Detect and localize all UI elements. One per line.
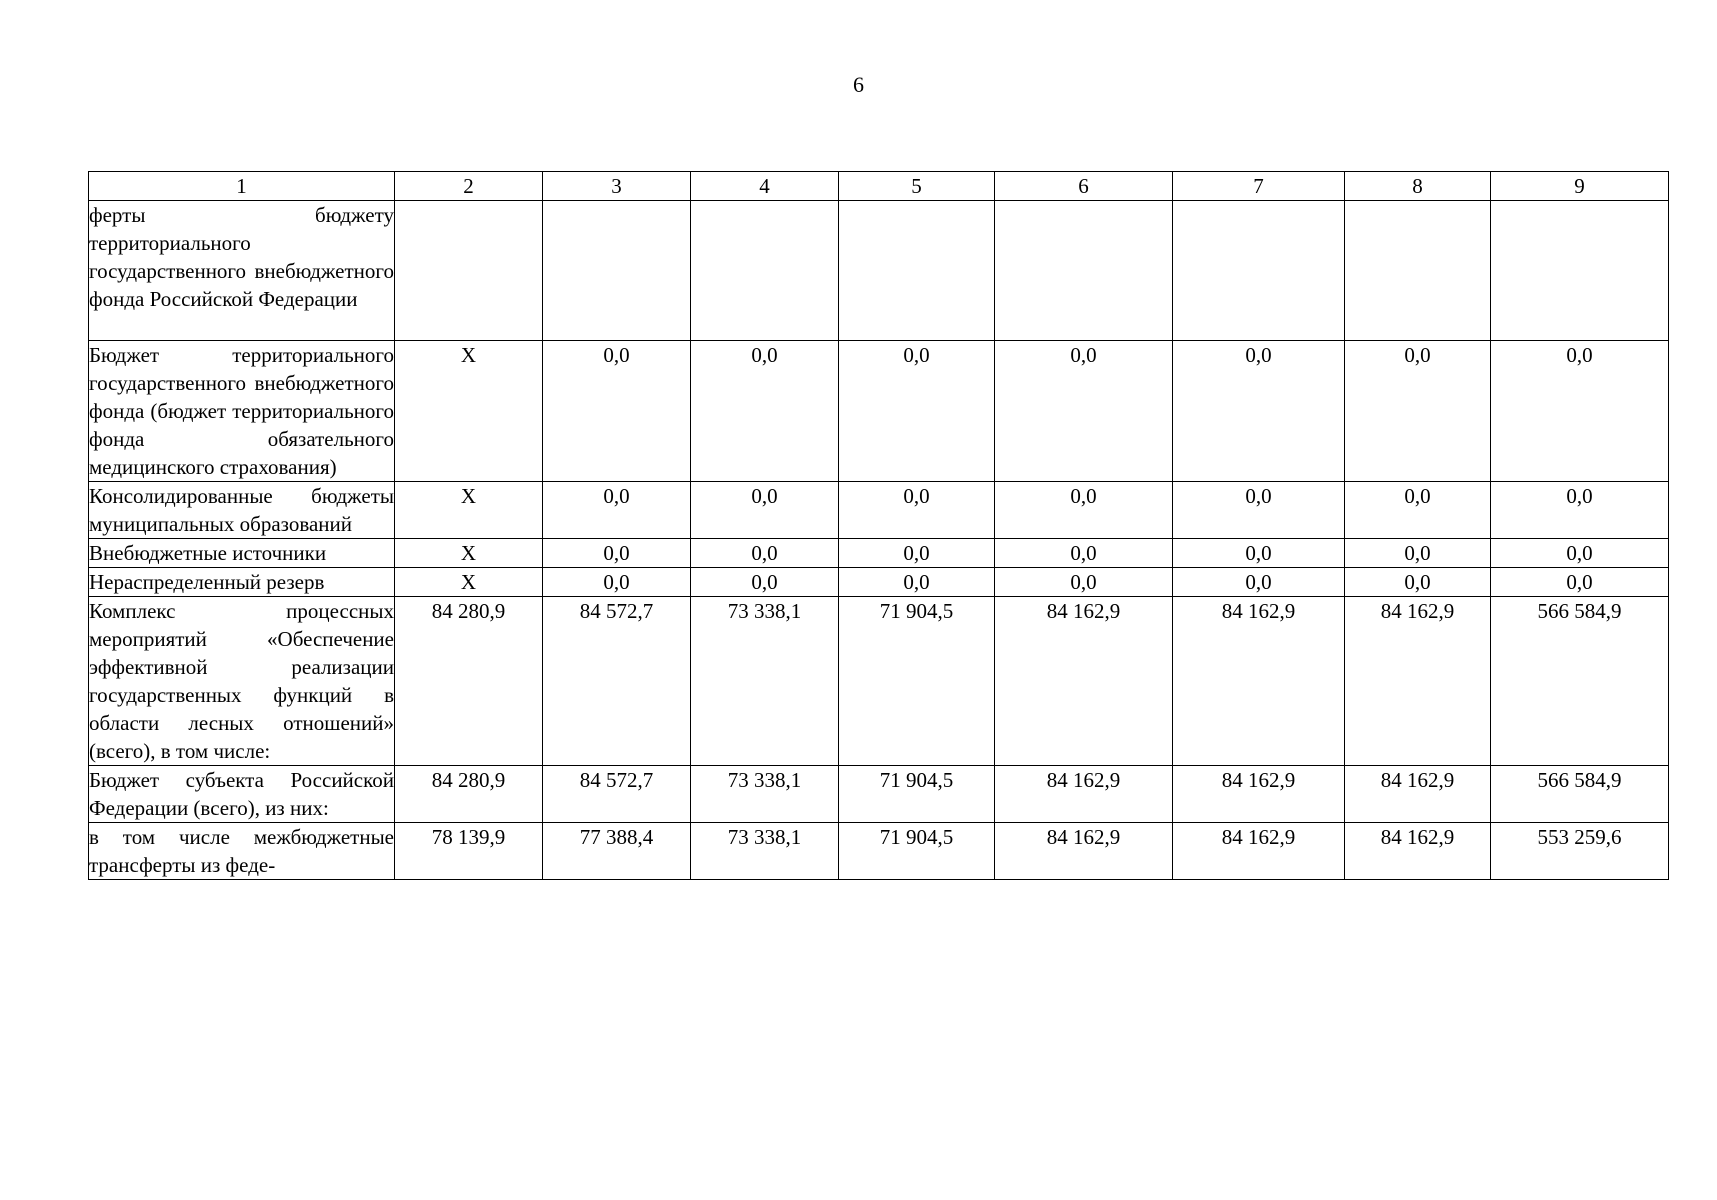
value-cell: 71 904,5 xyxy=(839,597,995,766)
value-cell: 84 280,9 xyxy=(395,597,543,766)
value-cell: X xyxy=(395,482,543,539)
value-cell: 0,0 xyxy=(1173,568,1345,597)
value-cell: 0,0 xyxy=(691,539,839,568)
value-cell: 0,0 xyxy=(995,568,1173,597)
header-cell: 4 xyxy=(691,172,839,201)
value-cell xyxy=(1345,201,1491,341)
value-cell: 84 162,9 xyxy=(1173,823,1345,880)
value-cell: 84 162,9 xyxy=(995,597,1173,766)
value-cell: 0,0 xyxy=(1491,482,1669,539)
value-cell: 84 280,9 xyxy=(395,766,543,823)
value-cell: 0,0 xyxy=(1491,341,1669,482)
value-cell: 0,0 xyxy=(543,482,691,539)
value-cell: 0,0 xyxy=(839,568,995,597)
value-cell: 84 162,9 xyxy=(1345,597,1491,766)
value-cell: 73 338,1 xyxy=(691,766,839,823)
table-row xyxy=(89,766,1669,823)
value-cell: 71 904,5 xyxy=(839,823,995,880)
value-cell: 566 584,9 xyxy=(1491,597,1669,766)
value-cell: 0,0 xyxy=(1345,568,1491,597)
header-cell: 3 xyxy=(543,172,691,201)
value-cell: 0,0 xyxy=(1345,482,1491,539)
row-label: Нераспределенный резерв xyxy=(89,568,395,597)
value-cell: X xyxy=(395,568,543,597)
value-cell xyxy=(1491,201,1669,341)
value-cell: X xyxy=(395,539,543,568)
value-cell: 0,0 xyxy=(995,341,1173,482)
value-cell: 0,0 xyxy=(839,341,995,482)
table-row xyxy=(89,597,1669,766)
value-cell: 0,0 xyxy=(1491,568,1669,597)
value-cell: 0,0 xyxy=(691,341,839,482)
value-cell: 84 162,9 xyxy=(1173,597,1345,766)
value-cell: 0,0 xyxy=(839,482,995,539)
header-cell: 5 xyxy=(839,172,995,201)
value-cell: 84 162,9 xyxy=(1173,766,1345,823)
value-cell: 77 388,4 xyxy=(543,823,691,880)
table-row xyxy=(89,823,1669,880)
value-cell: 73 338,1 xyxy=(691,823,839,880)
value-cell: 566 584,9 xyxy=(1491,766,1669,823)
row-label: в том числе межбюджетные трансферты из феде- xyxy=(89,823,395,880)
row-label: Бюджет субъекта Российской Федерации (всего), из них: xyxy=(89,766,395,823)
header-cell: 1 xyxy=(89,172,395,201)
row-label: Комплекс процессных мероприятий «Обеспечение эффективной реализации государственных функций в области лесных отношений» (всего), в том числе: xyxy=(89,597,395,766)
value-cell: 0,0 xyxy=(1173,482,1345,539)
header-cell: 6 xyxy=(995,172,1173,201)
header-cell: 2 xyxy=(395,172,543,201)
header-cell: 9 xyxy=(1491,172,1669,201)
header-cell: 8 xyxy=(1345,172,1491,201)
table-row xyxy=(89,482,1669,539)
value-cell: 0,0 xyxy=(543,539,691,568)
value-cell: 84 162,9 xyxy=(995,766,1173,823)
value-cell: 0,0 xyxy=(995,539,1173,568)
value-cell: 0,0 xyxy=(543,568,691,597)
row-label: Бюджет территориального государственного внебюджетного фонда (бюджет территориального фонда обязательного медицинского страхования) xyxy=(89,341,395,482)
value-cell: 0,0 xyxy=(543,341,691,482)
row-label: ферты бюджету территориального государственного внебюджетного фонда Российской Федерации xyxy=(89,201,395,341)
value-cell: 0,0 xyxy=(1345,341,1491,482)
value-cell: 0,0 xyxy=(1173,341,1345,482)
header-row xyxy=(89,172,1669,201)
value-cell xyxy=(395,201,543,341)
value-cell: 84 572,7 xyxy=(543,597,691,766)
value-cell xyxy=(995,201,1173,341)
page-number: 6 xyxy=(853,72,864,97)
value-cell xyxy=(839,201,995,341)
value-cell: 84 162,9 xyxy=(995,823,1173,880)
budget-table xyxy=(88,171,1669,880)
value-cell: 0,0 xyxy=(1173,539,1345,568)
value-cell: X xyxy=(395,341,543,482)
value-cell: 0,0 xyxy=(691,568,839,597)
value-cell: 0,0 xyxy=(839,539,995,568)
value-cell: 71 904,5 xyxy=(839,766,995,823)
header-cell: 7 xyxy=(1173,172,1345,201)
value-cell: 0,0 xyxy=(995,482,1173,539)
value-cell: 553 259,6 xyxy=(1491,823,1669,880)
value-cell: 84 572,7 xyxy=(543,766,691,823)
value-cell xyxy=(1173,201,1345,341)
table-row xyxy=(89,568,1669,597)
value-cell: 0,0 xyxy=(1345,539,1491,568)
value-cell: 84 162,9 xyxy=(1345,823,1491,880)
value-cell: 0,0 xyxy=(1491,539,1669,568)
value-cell xyxy=(543,201,691,341)
value-cell: 73 338,1 xyxy=(691,597,839,766)
table-row xyxy=(89,201,1669,341)
value-cell: 0,0 xyxy=(691,482,839,539)
row-label: Внебюджетные источники xyxy=(89,539,395,568)
value-cell xyxy=(691,201,839,341)
value-cell: 78 139,9 xyxy=(395,823,543,880)
row-label: Консолидированные бюджеты муниципальных образований xyxy=(89,482,395,539)
table-row xyxy=(89,341,1669,482)
table-row xyxy=(89,539,1669,568)
value-cell: 84 162,9 xyxy=(1345,766,1491,823)
